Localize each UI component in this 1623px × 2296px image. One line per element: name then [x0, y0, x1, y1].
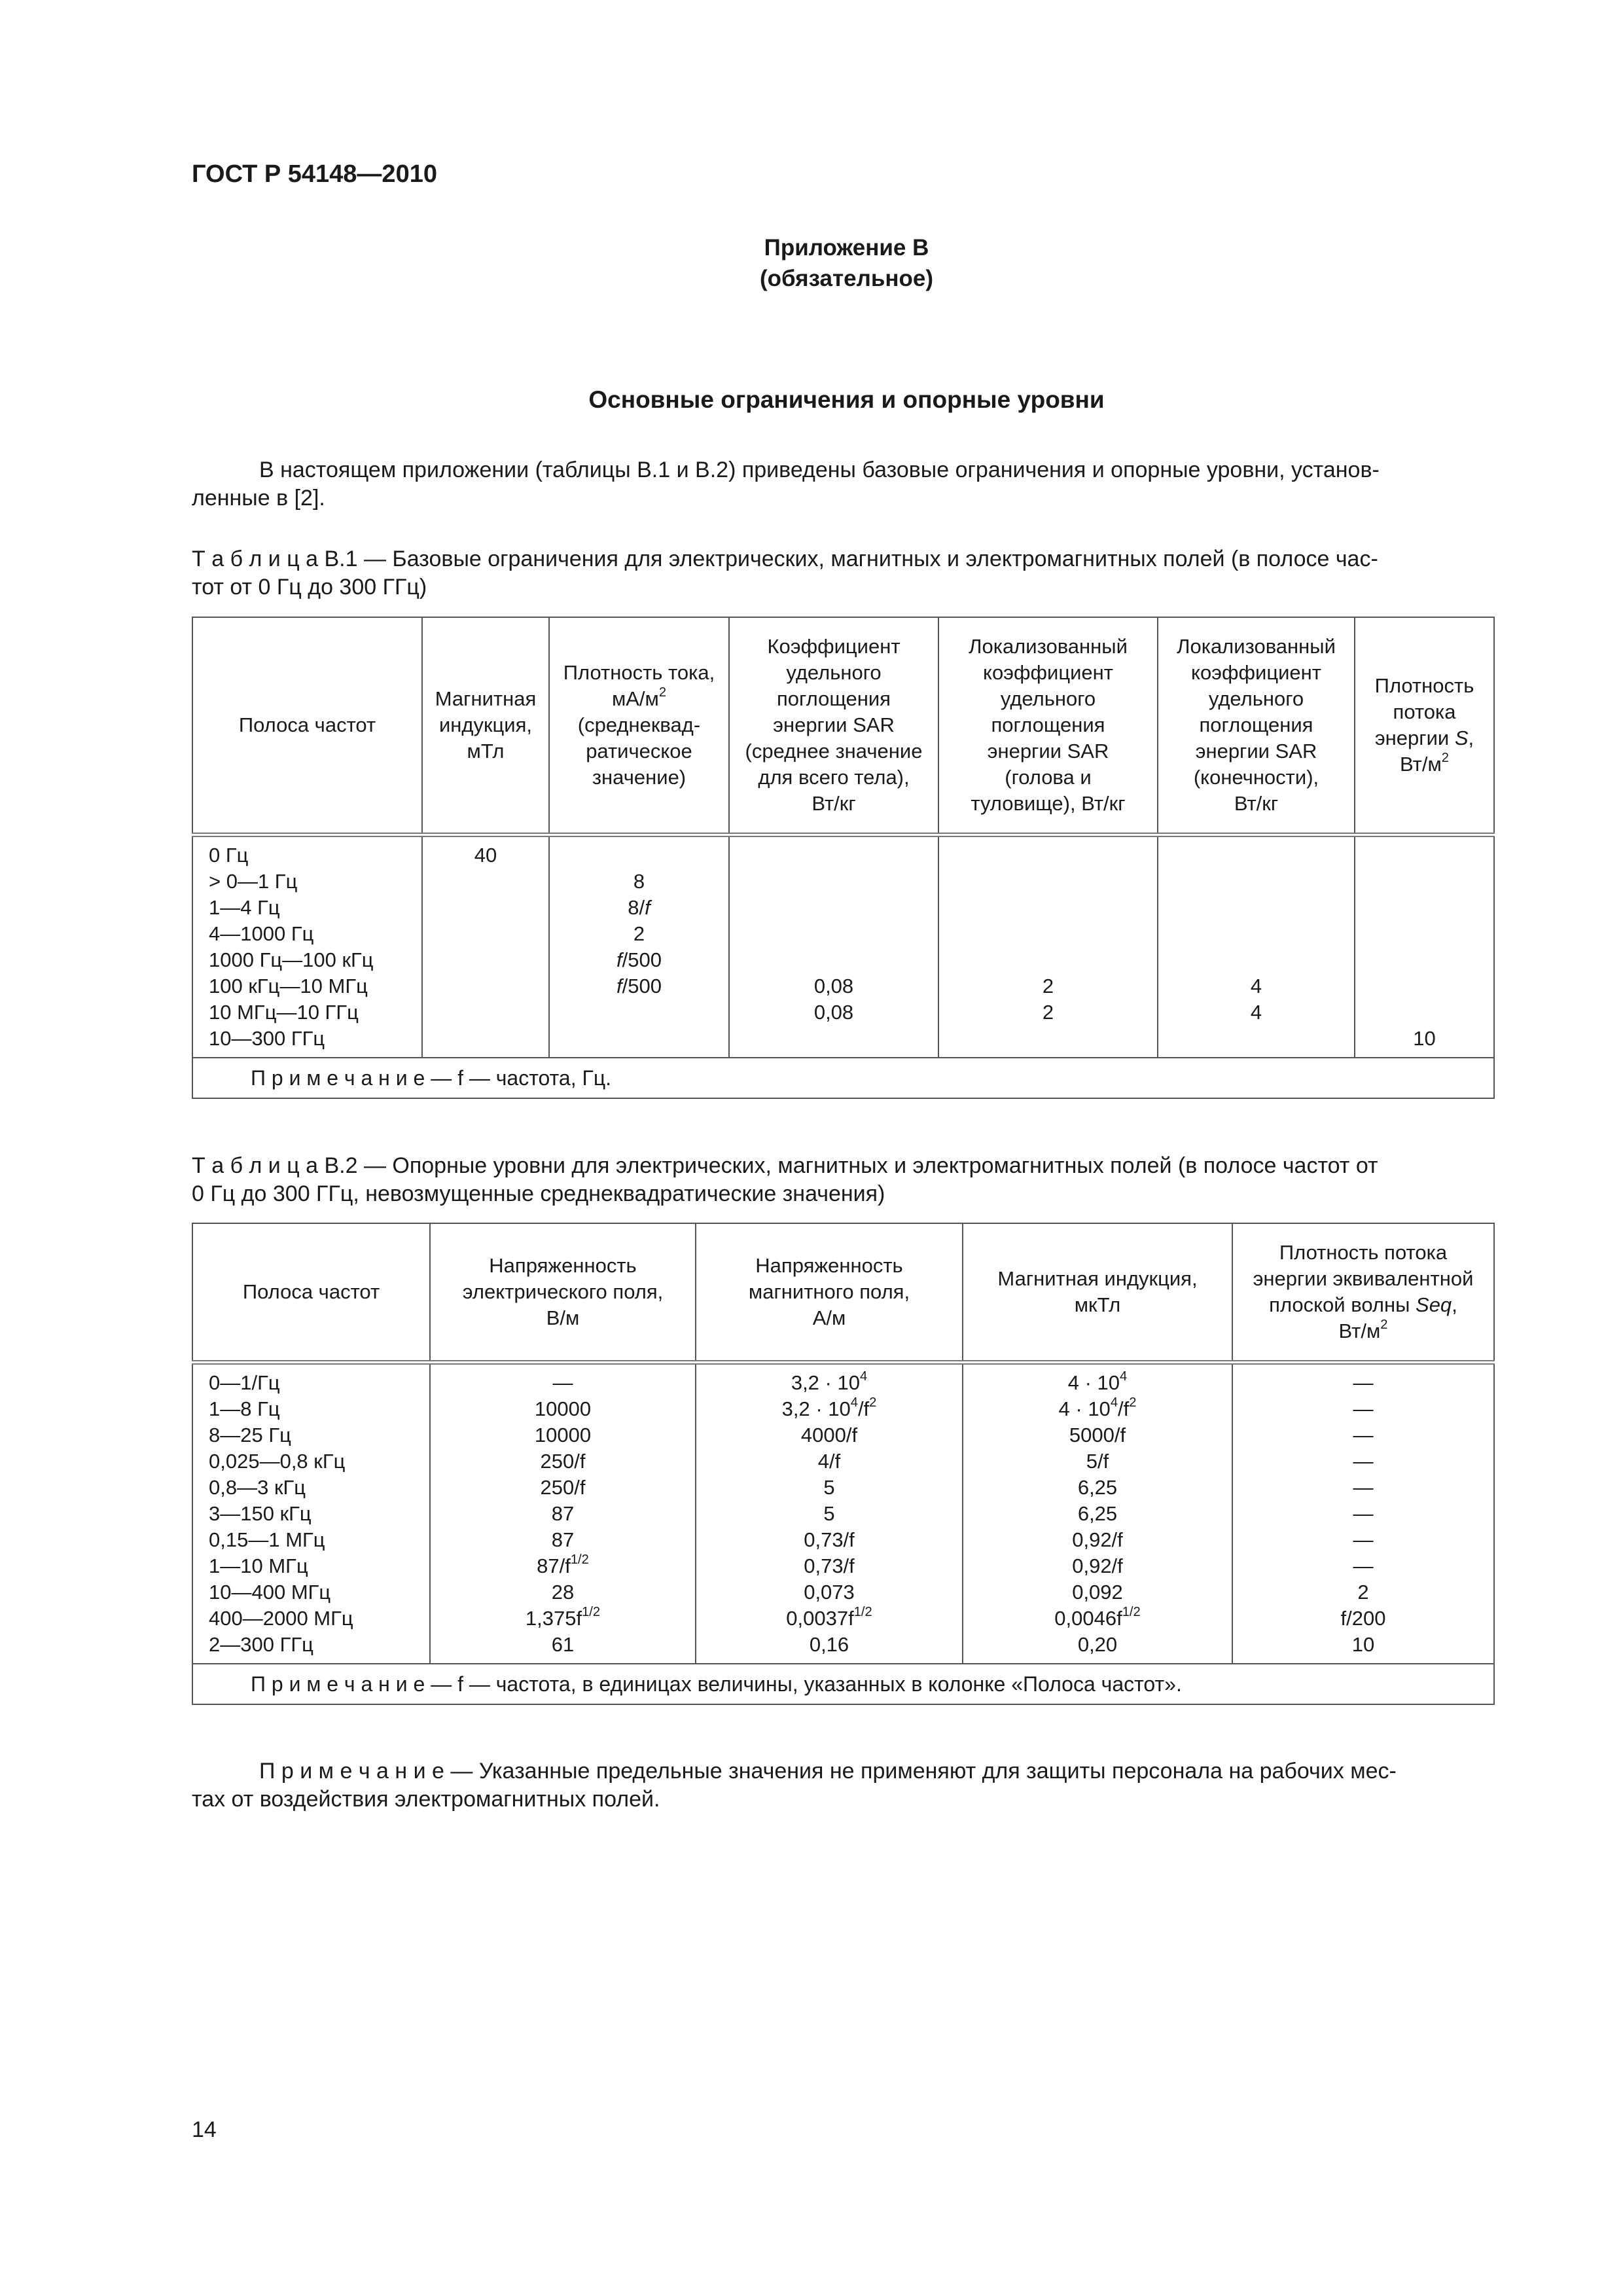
table1-body-row — [192, 834, 1494, 1058]
table-cell: 0,92/f — [1072, 1554, 1123, 1577]
table-cell: 250/f — [540, 1475, 586, 1499]
intro-paragraph — [192, 456, 1501, 512]
table2-e-field-col — [430, 1362, 696, 1664]
table-cell: 2 — [633, 922, 645, 945]
table-b1 — [192, 617, 1495, 1099]
table-cell: 0,92/f — [1072, 1528, 1123, 1551]
table-cell: f/500 — [616, 974, 662, 997]
table2-header-row — [192, 1223, 1494, 1362]
table2-body-row — [192, 1362, 1494, 1664]
table1-caption-line-2: тот от 0 Гц до 300 ГГц) — [192, 575, 427, 600]
table-cell: 4 — [1250, 1000, 1262, 1024]
annex-title: Приложение В — [764, 235, 929, 260]
final-note-label: П р и м е ч а н и е — [259, 1759, 444, 1784]
table2-head-e-field: Напряженность электрического поля, В/м — [430, 1223, 696, 1362]
table-cell: — — [1353, 1501, 1374, 1525]
table-cell: 28 — [551, 1580, 575, 1604]
table2-note — [192, 1664, 1494, 1704]
table-cell: — — [1353, 1423, 1374, 1446]
table1-current-col — [549, 834, 729, 1058]
intro-line-1: В настоящем приложении (таблицы В.1 и В.2) приведены базовые ограничения и опорные уровни, установ- — [259, 457, 1380, 482]
table-cell: $3,2 \cdot 10^4/f^2$ — [781, 1395, 877, 1420]
table-cell: 0,08 — [813, 1000, 854, 1024]
table2-caption — [192, 1152, 1501, 1208]
document-header: ГОСТ Р 54148—2010 — [192, 160, 437, 188]
table2-freq-col — [192, 1362, 430, 1664]
table-cell: $4 \cdot 10^4$ — [1067, 1369, 1128, 1394]
table1-head-induction: Магнитная индукция, мТл — [422, 617, 549, 834]
table-cell: 87 — [551, 1528, 575, 1551]
table2-note-row — [192, 1664, 1494, 1704]
table-cell: 0,15—1 МГц — [209, 1528, 325, 1551]
table1-note-row — [192, 1058, 1494, 1098]
table-cell: 10000 — [534, 1423, 592, 1446]
table2-head-freq: Полоса частот — [192, 1223, 430, 1362]
annex-title-block — [0, 232, 1623, 294]
table-cell: 8 — [633, 869, 645, 893]
table-cell: 5 — [823, 1475, 835, 1499]
table-cell: 1000 Гц—100 кГц — [209, 948, 374, 971]
table1-induction-col — [422, 834, 549, 1058]
table1-caption-label: Т а б л и ц а — [192, 547, 319, 571]
final-note-line-1: — Указанные предельные значения не применяют для защиты персонала на рабочих мес- — [444, 1759, 1397, 1784]
table-cell: 250/f — [540, 1449, 586, 1473]
table-cell: 0—1/Гц — [209, 1371, 280, 1394]
table-cell: 1—10 МГц — [209, 1554, 308, 1577]
table-cell: 10 — [1413, 1026, 1436, 1050]
table-cell: 400—2000 МГц — [209, 1606, 353, 1630]
table-cell: — — [1353, 1371, 1374, 1394]
intro-line-2: ленные в [2]. — [192, 486, 325, 511]
table-cell: 5/f — [1086, 1449, 1109, 1473]
table2-note-text: — f — частота, в единицах величины, указанных в колонке «Полоса частот». — [425, 1672, 1182, 1696]
table-cell: 10—300 ГГц — [209, 1026, 325, 1050]
table1-freq-col — [192, 834, 422, 1058]
table1-sar-head-col — [938, 834, 1158, 1058]
table-cell: 87 — [551, 1501, 575, 1525]
table-cell: 0,73/f — [804, 1528, 855, 1551]
table1-note — [192, 1058, 1494, 1098]
page-number: 14 — [192, 2117, 217, 2142]
table1-head-freq: Полоса частот — [192, 617, 422, 834]
table-cell: 4 — [1250, 974, 1262, 997]
table-cell: $0,0046f^{1/2}$ — [1054, 1604, 1141, 1630]
table-cell: 4—1000 Гц — [209, 922, 314, 945]
table-cell: — — [1353, 1528, 1374, 1551]
table2-note-label: П р и м е ч а н и е — [251, 1672, 425, 1696]
table-cell: 100 кГц—10 МГц — [209, 974, 368, 997]
section-title: Основные ограничения и опорные уровни — [588, 386, 1105, 413]
table-cell: 10000 — [534, 1397, 592, 1420]
final-note — [192, 1757, 1501, 1814]
table-cell: — — [1353, 1449, 1374, 1473]
annex-status: (обязательное) — [759, 266, 933, 291]
table-cell: 0,025—0,8 кГц — [209, 1449, 346, 1473]
table-cell: — — [1353, 1554, 1374, 1577]
table-cell: 0,16 — [809, 1632, 849, 1656]
table1-note-label: П р и м е ч а н и е — [251, 1066, 425, 1090]
table-cell: 5000/f — [1069, 1423, 1126, 1446]
table-cell: 2—300 ГГц — [209, 1632, 313, 1656]
table-cell: 0,73/f — [804, 1554, 855, 1577]
table-cell: 40 — [474, 843, 497, 867]
table1-head-current-density: Плотность тока, $мА/м^2$ (среднеквад- ратическое значение) — [549, 617, 729, 834]
table2-caption-line-1: В.2 — Опорные уровни для электрических, магнитных и электромагнитных полей (в полосе частот от — [318, 1153, 1378, 1178]
table1-sar-limbs-col — [1158, 834, 1355, 1058]
final-note-line-2: тах от воздействия электромагнитных полей. — [192, 1787, 660, 1812]
table-cell: 0,20 — [1077, 1632, 1118, 1656]
table1-head-sar-head-torso: Локализованный коэффициент удельного поглощения энергии SAR (голова и туловище), Вт/кг — [938, 617, 1158, 834]
table2-caption-line-2: 0 Гц до 300 ГГц, невозмущенные среднеквадратические значения) — [192, 1181, 885, 1206]
table-cell: $87/f^{1/2}$ — [537, 1552, 589, 1577]
table1-sar-col — [729, 834, 938, 1058]
table-cell: 0 Гц — [209, 843, 249, 867]
table-cell: 4/f — [817, 1449, 841, 1473]
table-cell: $0,0037f^{1/2}$ — [786, 1604, 872, 1630]
table-cell: 3—150 кГц — [209, 1501, 312, 1525]
table-cell: 6,25 — [1077, 1475, 1118, 1499]
table-cell: 8/f — [628, 895, 651, 919]
table-cell: 8—25 Гц — [209, 1423, 291, 1446]
table-cell: 2 — [1042, 974, 1054, 997]
table-b2 — [192, 1223, 1495, 1705]
table-cell: f/200 — [1340, 1606, 1386, 1630]
table-cell: 5 — [823, 1501, 835, 1525]
table-cell: 6,25 — [1077, 1501, 1118, 1525]
table-cell: > 0—1 Гц — [209, 869, 298, 893]
table-cell: 0,8—3 кГц — [209, 1475, 306, 1499]
table2-head-h-field: Напряженность магнитного поля, А/м — [696, 1223, 963, 1362]
table1-header-row — [192, 617, 1494, 834]
table-cell: $3,2 \cdot 10^4$ — [791, 1369, 868, 1394]
table-cell: 10—400 МГц — [209, 1580, 331, 1604]
table-cell: $1,375f^{1/2}$ — [525, 1604, 601, 1630]
table-cell: $4 \cdot 10^4/f^2$ — [1058, 1395, 1137, 1420]
table-cell: 61 — [551, 1632, 575, 1656]
table-cell: 1—8 Гц — [209, 1397, 280, 1420]
table2-h-field-col — [696, 1362, 963, 1664]
table2-flux-col — [1232, 1362, 1494, 1664]
table1-caption — [192, 545, 1501, 601]
table-cell: — — [1353, 1397, 1374, 1420]
table-cell: — — [1353, 1475, 1374, 1499]
table1-note-text: — f — частота, Гц. — [425, 1066, 612, 1090]
table1-caption-line-1: В.1 — Базовые ограничения для электрических, магнитных и электромагнитных полей (в полосе час- — [318, 547, 1378, 571]
table1-head-sar-whole-body: Коэффициент удельного поглощения энергии SAR (среднее значение для всего тела), Вт/кг — [729, 617, 938, 834]
table2-head-induction: Магнитная индукция, мкТл — [963, 1223, 1232, 1362]
table2-caption-label: Т а б л и ц а — [192, 1153, 319, 1178]
table-cell: f/500 — [616, 948, 662, 971]
table-cell: 0,073 — [804, 1580, 855, 1604]
table-cell: 2 — [1357, 1580, 1369, 1604]
table-cell: 2 — [1042, 1000, 1054, 1024]
table1-head-sar-limbs: Локализованный коэффициент удельного поглощения энергии SAR (конечности), Вт/кг — [1158, 617, 1355, 834]
table1-flux-col — [1355, 834, 1494, 1058]
table-cell: 0,08 — [813, 974, 854, 997]
table2-head-flux: Плотность потока энергии эквивалентной плоской волны Seq, $Вт/м^2$ — [1232, 1223, 1494, 1362]
table-cell: 1—4 Гц — [209, 895, 280, 919]
table-cell: 10 — [1351, 1632, 1375, 1656]
table-cell: 0,092 — [1072, 1580, 1123, 1604]
table-cell: 10 МГц—10 ГГц — [209, 1000, 359, 1024]
table-cell: 4000/f — [800, 1423, 858, 1446]
table1-head-power-flux: Плотность потока энергии S, $Вт/м^2$ — [1355, 617, 1494, 834]
table-cell: — — [552, 1371, 573, 1394]
table2-induction-col — [963, 1362, 1232, 1664]
